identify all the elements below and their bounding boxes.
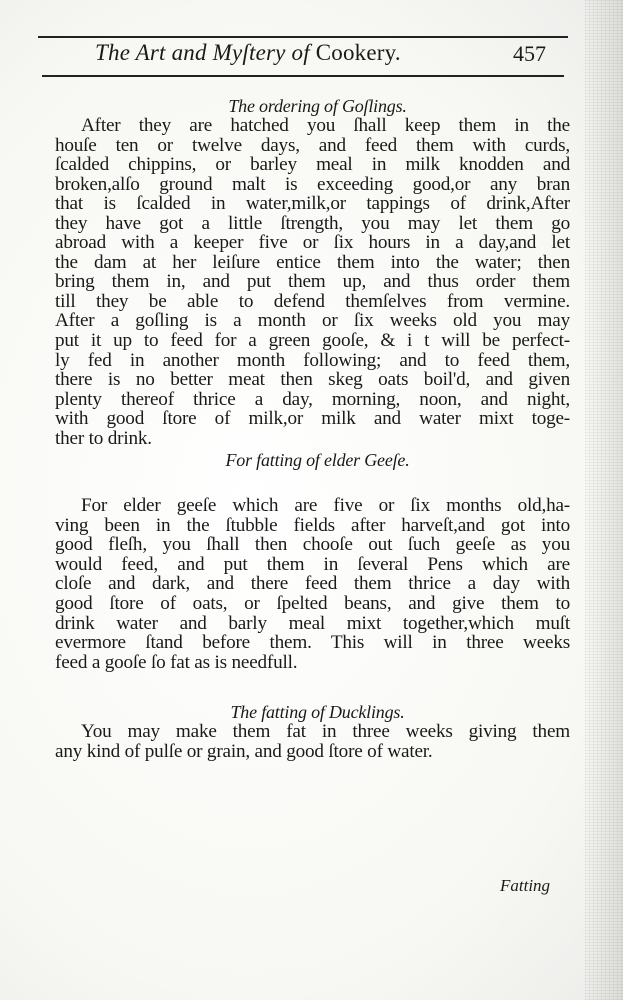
text-line: For elder geeſe which are five or ſix months old,ha- [81, 495, 570, 517]
text-line: houſe ten or twelve days, and feed them with curds, [55, 134, 570, 156]
section-body-elder-geese [55, 496, 570, 672]
page-number: 457 [513, 41, 546, 66]
section-title-goslings: The ordering of Goſlings. [228, 96, 407, 116]
section-body-ducklings [55, 722, 570, 761]
text-line: that is ſcalded in water,milk,or tappings of drink,After [55, 193, 570, 215]
text-line: with good ſtore of milk,or milk and water mixt toge- [55, 408, 570, 430]
text-line: bring them in, and put them up, and thus order them [55, 271, 570, 293]
text-line: abroad with a keeper five or ſix hours in a day,and let [55, 232, 570, 254]
text-line: drink water and barly meal mixt together,which muſt [55, 612, 570, 634]
running-title [95, 40, 401, 66]
text-line: good fleſh, you ſhall then chooſe out ſuch geeſe as you [55, 534, 570, 556]
scanned-page-edge [585, 0, 623, 1000]
text-line: You may make them fat in three weeks giving them [81, 721, 570, 743]
text-line: there is no better meat then skeg oats boil'd, and given [55, 369, 570, 391]
text-line: ther to drink. [55, 427, 152, 449]
text-line: cloſe and dark, and there feed them thrice a day with [55, 573, 570, 595]
text-line: After a goſling is a month or ſix weeks old you may [55, 310, 570, 332]
text-line: feed a gooſe ſo fat as is needfull. [55, 651, 298, 673]
body-text [55, 96, 570, 761]
text-line: plenty thereof thrice a day, morning, noon, and night, [55, 388, 570, 410]
section-title-elder-geese: For fatting of elder Geeſe. [225, 450, 410, 471]
text-line: After they are hatched you ſhall keep them in the [81, 115, 570, 136]
running-title-roman: Cookery. [315, 40, 401, 65]
running-title-italic: The Art and Myſtery of [95, 40, 310, 65]
text-line: ly fed in another month following; and to feed them, [55, 349, 570, 371]
section-title-ducklings: The fatting of Ducklings. [230, 702, 405, 723]
text-line: would feed, and put them in ſeveral Pens which are [55, 553, 570, 575]
text-line: broken,alſo ground malt is exceeding good,or any bran [55, 173, 570, 195]
text-line: evermore ſtand before them. This will in three weeks [55, 632, 570, 654]
text-line: till they be able to defend themſelves from vermine. [55, 290, 570, 312]
section-body-goslings [55, 116, 570, 448]
running-header [40, 38, 568, 74]
text-line: any kind of pulſe or grain, and good ſtore of water. [55, 740, 433, 762]
text-line: the dam at her leiſure entice them into the water; then [55, 251, 570, 273]
text-line: they have got a little ſtrength, you may let them go [55, 212, 570, 234]
text-line: ſcalded chippins, or barley meal in milk knodden and [55, 154, 570, 176]
text-line: good ſtore of oats, or ſpelted beans, and give them to [55, 593, 570, 615]
header-rule-bottom [42, 75, 564, 77]
text-line: put it up to feed for a green gooſe, & i t will be perfect- [55, 330, 570, 352]
text-line: ving been in the ſtubble fields after harveſt,and got into [55, 514, 570, 536]
catchword: Fatting [500, 876, 551, 895]
